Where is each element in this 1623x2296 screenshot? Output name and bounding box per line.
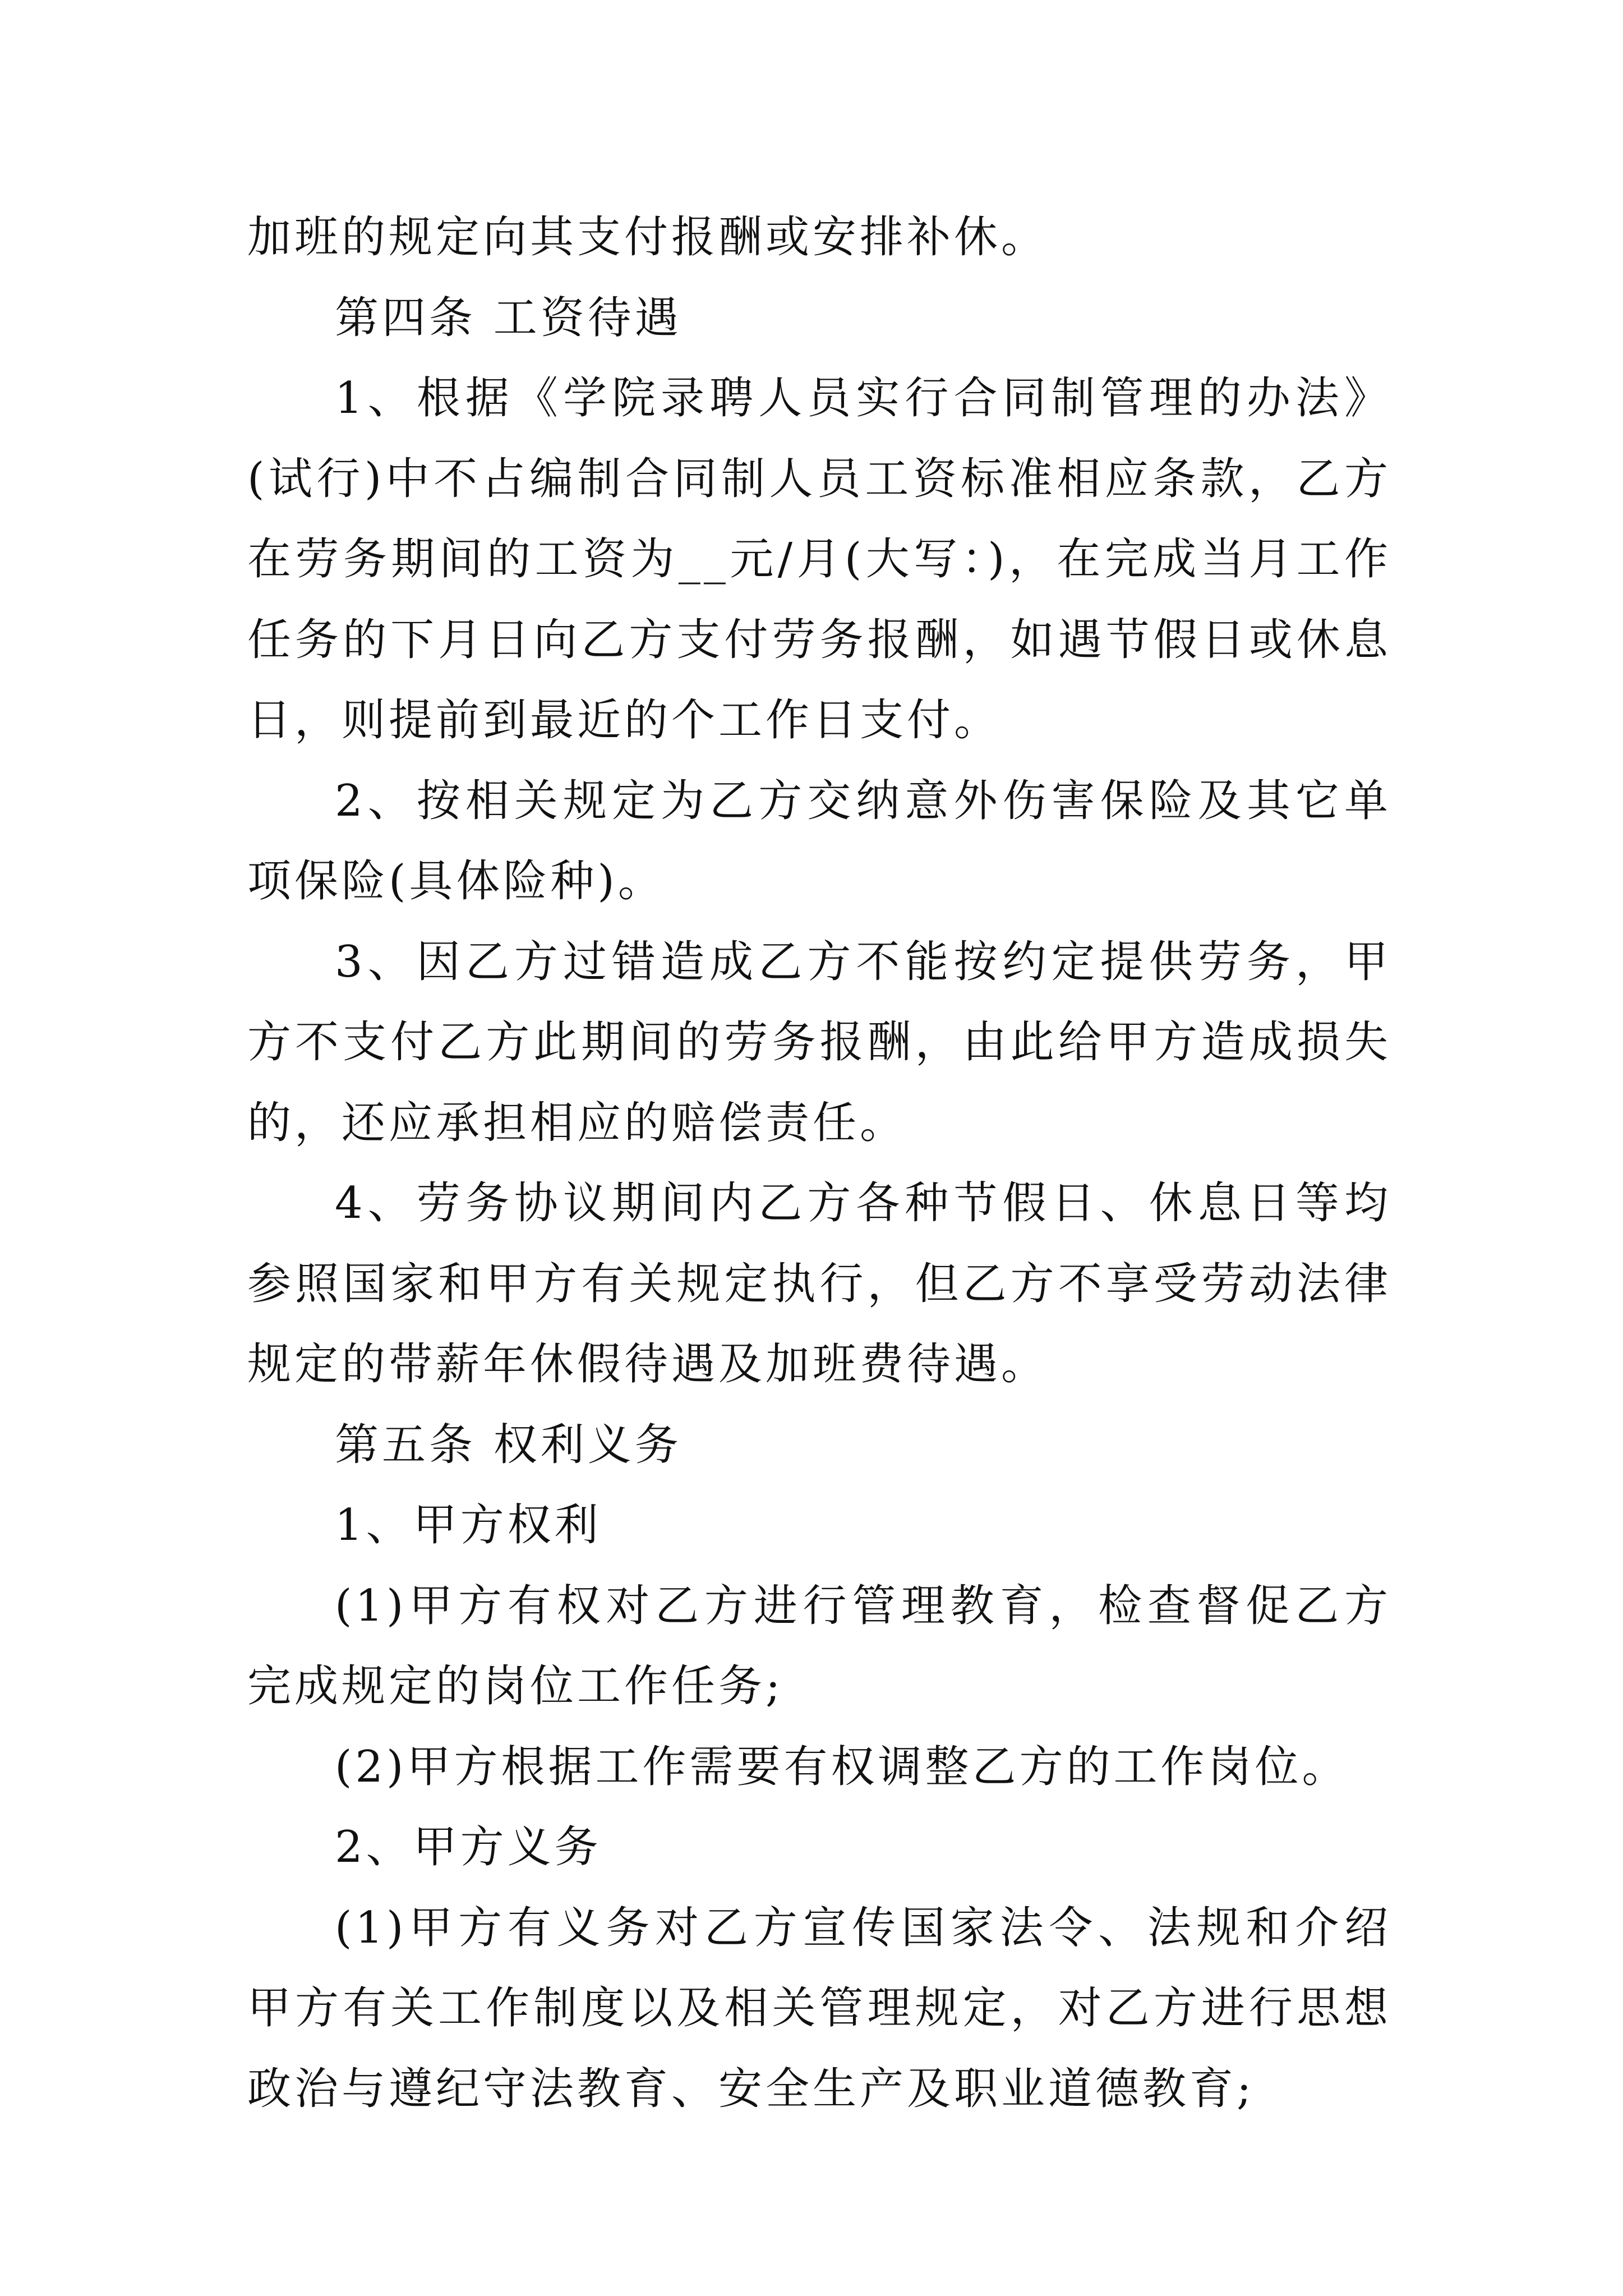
paragraph-insurance: 2、按相关规定为乙方交纳意外伤害保险及其它单项保险(具体险种)。 [247,775,1391,907]
paragraph-wage-standard: 1、根据《学院录聘人员实行合同制管理的办法》(试行)中不占编制合同制人员工资标准相应条款，乙方在劳务期间的工资为__元/月(大写：)，在完成当月工作任务的下月日向乙方支付劳务报酬，如遇节假日或休息日，则提前到最近的个工作日支付。 [247,373,1391,746]
paragraph-holidays: 4、劳务协议期间内乙方各种节假日、休息日等均参照国家和甲方有关规定执行，但乙方不享受劳动法律规定的带薪年休假待遇及加班费待遇。 [247,1178,1391,1389]
paragraph-obligation-education: (1)甲方有义务对乙方宣传国家法令、法规和介绍甲方有关工作制度以及相关管理规定，对乙方进行思想政治与遵纪守法教育、安全生产及职业道德教育; [247,1902,1391,2114]
paragraph-fault-liability: 3、因乙方过错造成乙方不能按约定提供劳务，甲方不支付乙方此期间的劳务报酬，由此给甲方造成损失的，还应承担相应的赔偿责任。 [247,936,1391,1148]
paragraph-overtime-continuation: 加班的规定向其支付报酬或安排补休。 [247,212,1049,263]
paragraph-right-adjust-post: (2)甲方根据工作需要有权调整乙方的工作岗位。 [335,1741,1349,1792]
subheading-party-a-obligations: 2、甲方义务 [335,1822,602,1872]
section-heading-article-5: 第五条 权利义务 [335,1419,682,1470]
subheading-party-a-rights: 1、甲方权利 [335,1500,602,1550]
section-heading-article-4: 第四条 工资待遇 [335,292,682,343]
document-body [247,197,1391,2129]
paragraph-right-management: (1)甲方有权对乙方进行管理教育，检查督促乙方完成规定的岗位工作任务; [247,1580,1391,1711]
